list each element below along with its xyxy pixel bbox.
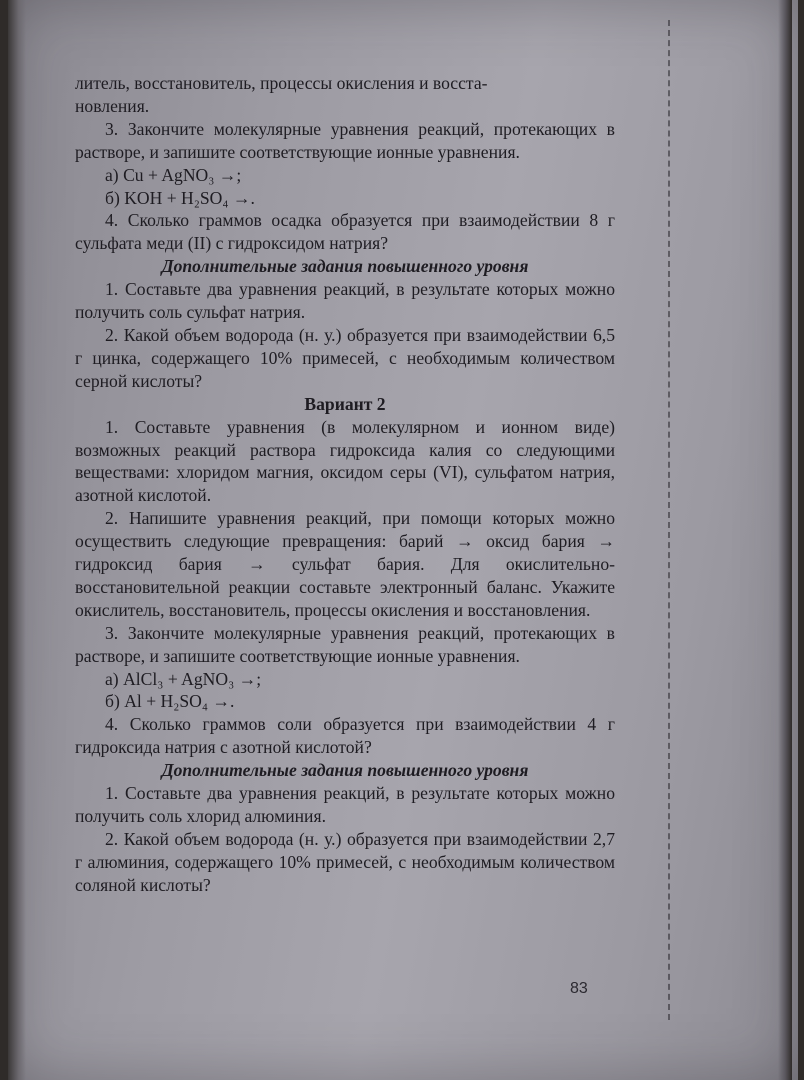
page-text [75,72,615,897]
v2-extra-tasks-heading: Дополнительные задания повышенного уровня [161,760,529,781]
v2-extra-task-1: 1. Составьте два уравнения реакций, в результате которых можно получить соль хлорид алюминия. [75,783,615,826]
extra-tasks-heading: Дополнительные задания повышенного уровня [161,256,529,277]
v2-task-1: 1. Составьте уравнения (в молекулярном и ионном виде) возможных реакций раствора гидроксида калия со следующими веществами: хлоридом магния, оксидом серы (VI), сульфатом натрия, азотной кислотой. [75,416,615,506]
v2-task-2: 2. Напишите уравнения реакций, при помощи которых можно осуществить следующие превращения: барий → оксид бария → гидроксид бария → сульфат бария. Для окислительно-восстановительной реакции составьте электронный баланс. Укажите окислитель, восстановитель, процессы окисления и восстановления. [75,508,615,620]
continued-line-2: новления. [75,95,150,116]
task-4: 4. Сколько граммов осадка образуется при взаимодействии 8 г сульфата меди (II) с гидроксидом натрия? [75,210,615,254]
v2-extra-task-2: 2. Какой объем водорода (н. у.) образуется при взаимодействии 2,7 г алюминия, содержащего 10% примесей, с необходимым количеством соляной кислоты? [75,828,615,895]
continued-line-1: литель, восстановитель, процессы окисления и восста- [75,73,488,93]
task-3: 3. Закончите молекулярные уравнения реакций, протекающих в растворе, и запишите соответствующие ионные уравнения. [75,118,615,162]
v2-task-4: 4. Сколько граммов соли образуется при взаимодействии 4 г гидроксида натрия с азотной кислотой? [75,714,615,758]
paper-right-edge [778,0,792,1080]
binding-stitches [668,20,672,1020]
page-number: 83 [570,980,588,997]
equation-b: б) KOH + H₂SO₄ →. [105,187,255,208]
v2-task-3: 3. Закончите молекулярные уравнения реакций, протекающих в растворе, и запишите соответствующие ионные уравнения. [75,622,615,666]
extra-task-1: 1. Составьте два уравнения реакций, в результате которых можно получить соль сульфат натрия. [75,279,615,323]
equation-a: а) Cu + AgNO₃ →; [105,164,242,185]
v2-equation-a: а) AlCl₃ + AgNO₃ →; [105,668,262,689]
paper-left-edge [8,0,26,1080]
v2-equation-b: б) Al + H₂SO₄ →. [105,691,235,712]
extra-task-2: 2. Какой объем водорода (н. у.) образуется при взаимодействии 6,5 г цинка, содержащего 10% примесей, с необходимым количеством серной кислоты? [75,324,615,391]
variant-title: Вариант 2 [304,393,386,414]
